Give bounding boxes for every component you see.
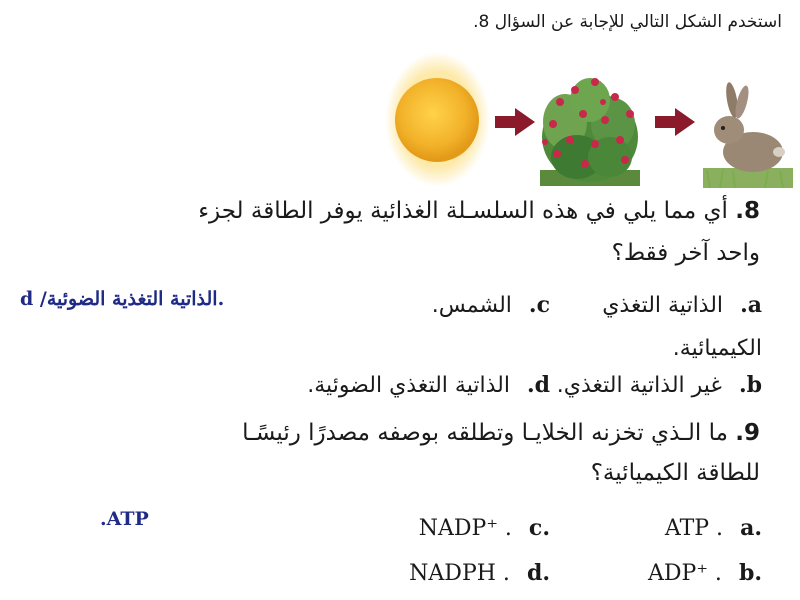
sun-icon [385, 52, 490, 187]
q8-option-d[interactable]: d. الذاتية التغذي الضوئية. [307, 372, 550, 398]
q9-option-d[interactable]: .d NADPH . [409, 560, 550, 586]
q9-answer: .ATP [100, 508, 149, 530]
question-text: أي مما يلي في هذه السلسـلة الغذائية يوفر الطاقة لجزء [198, 198, 728, 224]
arrow-right-icon [655, 108, 695, 136]
q8-option-c[interactable]: c. الشمس. [431, 292, 550, 318]
question-text: ما الـذي تخزنه الخلايـا وتطلقه بوصفه مصدرًا رئيسًـا [242, 420, 728, 446]
figure-instruction: استخدم الشكل التالي للإجابة عن السؤال 8. [473, 12, 782, 32]
question-number: 8. [735, 198, 760, 224]
food-chain-figure [385, 52, 795, 192]
q8-option-b[interactable]: b. غير الذاتية التغذي. [556, 372, 762, 398]
arrow-right-icon [495, 108, 535, 136]
q9-option-b[interactable]: .b ADP⁺ . [648, 560, 762, 586]
q9-option-a[interactable]: .a ATP . [664, 515, 762, 541]
question-9-line-1 [242, 420, 760, 446]
q8-option-a[interactable]: a. الذاتية التغذي [602, 292, 762, 318]
question-8-line-1 [198, 198, 760, 224]
question-9-line-2: للطاقة الكيميائية؟ [590, 460, 760, 486]
q8-answer: d /الذاتية التغذية الضوئية. [20, 288, 225, 310]
question-8-line-2: واحد آخر فقط؟ [611, 240, 760, 266]
rabbit-icon [703, 81, 793, 188]
q9-option-c[interactable]: .c NADP⁺ . [418, 515, 550, 541]
question-number: 9. [735, 420, 760, 446]
q8-option-a-continued: الكيميائية. [672, 336, 762, 361]
flowering-shrub-icon [540, 78, 640, 186]
